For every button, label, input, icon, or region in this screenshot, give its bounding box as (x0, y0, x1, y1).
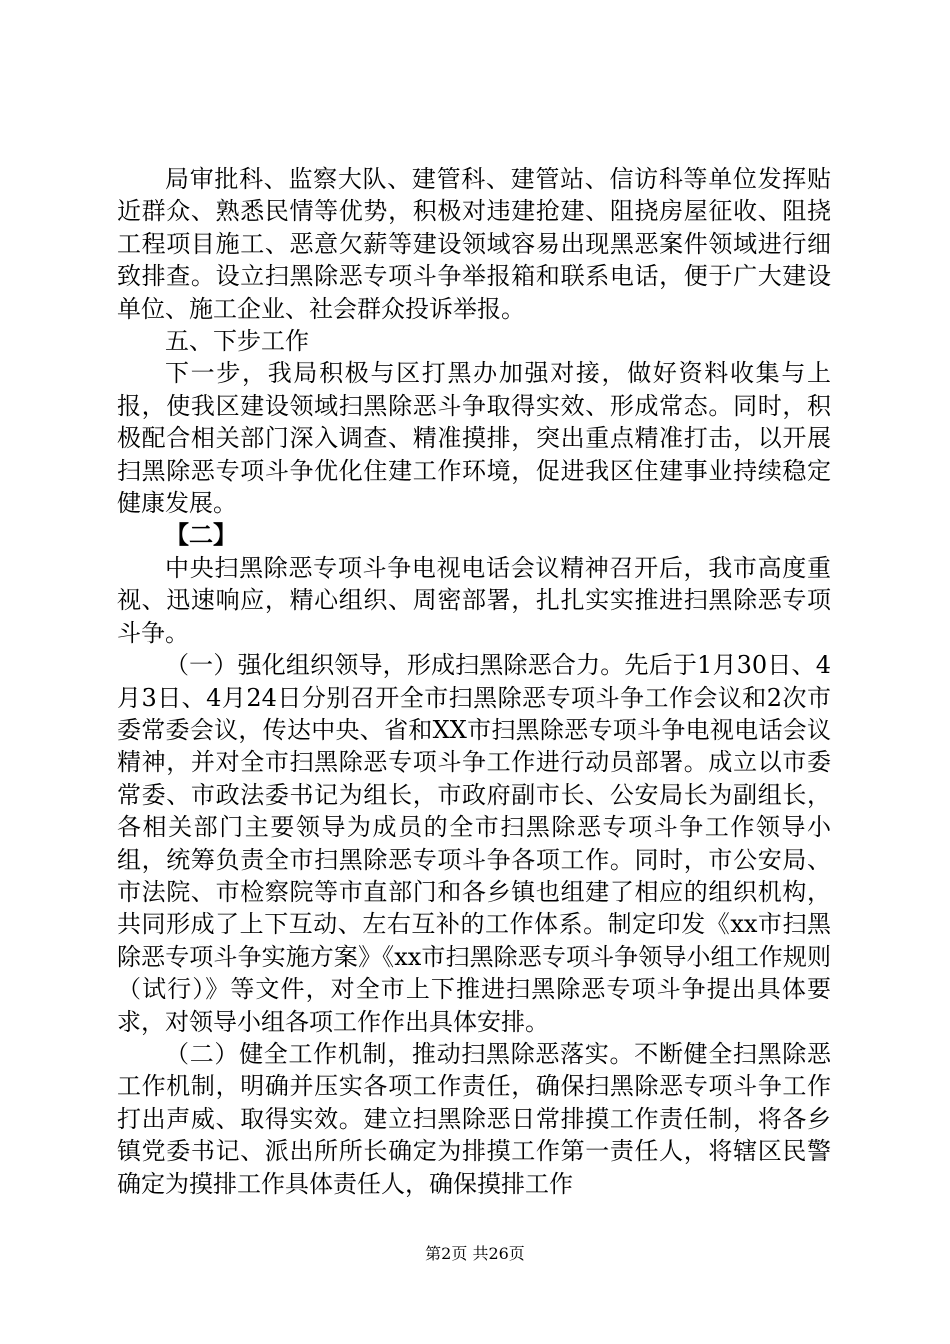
paragraph-inspection-units: 局审批科、监察大队、建管科、建管站、信访科等单位发挥贴近群众、熟悉民情等优势，积极对违建抢建、阻挠房屋征收、阻挠工程项目施工、恶意欠薪等建设领域容易出现黑恶案件领域进行细致排查。设立扫黑除恶专项斗争举报箱和联系电话，便于广大建设单位、施工企业、社会群众投诉举报。 (117, 165, 831, 323)
paragraph-next-steps: 下一步，我局积极与区打黑办加强对接，做好资料收集与上报，使我区建设领域扫黑除恶斗争取得实效、形成常态。同时，积极配合相关部门深入调查、精准摸排，突出重点精准打击，以开展扫黑除恶专项斗争优化住建工作环境，促进我区住建事业持续稳定健康发展。 (117, 359, 831, 518)
section-marker-two: 【二】 (165, 520, 237, 550)
paragraph-work-mechanism: （二）健全工作机制，推动扫黑除恶落实。不断健全扫黑除恶工作机制，明确并压实各项工作责任，确保扫黑除恶专项斗争工作打出声威、取得实效。建立扫黑除恶日常排摸工作责任制，将各乡镇党委书记、派出所所长确定为排摸工作第一责任人，将辖区民警确定为摸排工作具体责任人，确保摸排工作 (117, 1039, 831, 1198)
paragraph-organization-leadership: （一）强化组织领导，形成扫黑除恶合力。先后于1月30日、4月3日、4月24日分别召开全市扫黑除恶专项斗争工作会议和2次市委常委会议，传达中央、省和XX市扫黑除恶专项斗争电视电话会议精神，并对全市扫黑除恶专项斗争工作进行动员部署。成立以市委常委、市政法委书记为组长，市政府副市长、公安局长为副组长，各相关部门主要领导为成员的全市扫黑除恶专项斗争工作领导小组，统筹负责全市扫黑除恶专项斗争各项工作。同时，市公安局、市法院、市检察院等市直部门和各乡镇也组建了相应的组织机构，共同形成了上下互动、左右互补的工作体系。制定印发《xx市扫黑除恶专项斗争实施方案》《xx市扫黑除恶专项斗争领导小组工作规则（试行）》等文件，对全市上下推进扫黑除恶专项斗争提出具体要求，对领导小组各项工作作出具体安排。 (117, 651, 831, 1036)
page-number-footer: 第2页 共26页 (425, 1244, 525, 1263)
document-body (117, 163, 831, 1200)
paragraph-central-meeting: 中央扫黑除恶专项斗争电视电话会议精神召开后，我市高度重视、迅速响应，精心组织、周密部署，扎扎实实推进扫黑除恶专项斗争。 (117, 553, 831, 647)
section-heading-next-steps: 五、下步工作 (165, 327, 309, 356)
